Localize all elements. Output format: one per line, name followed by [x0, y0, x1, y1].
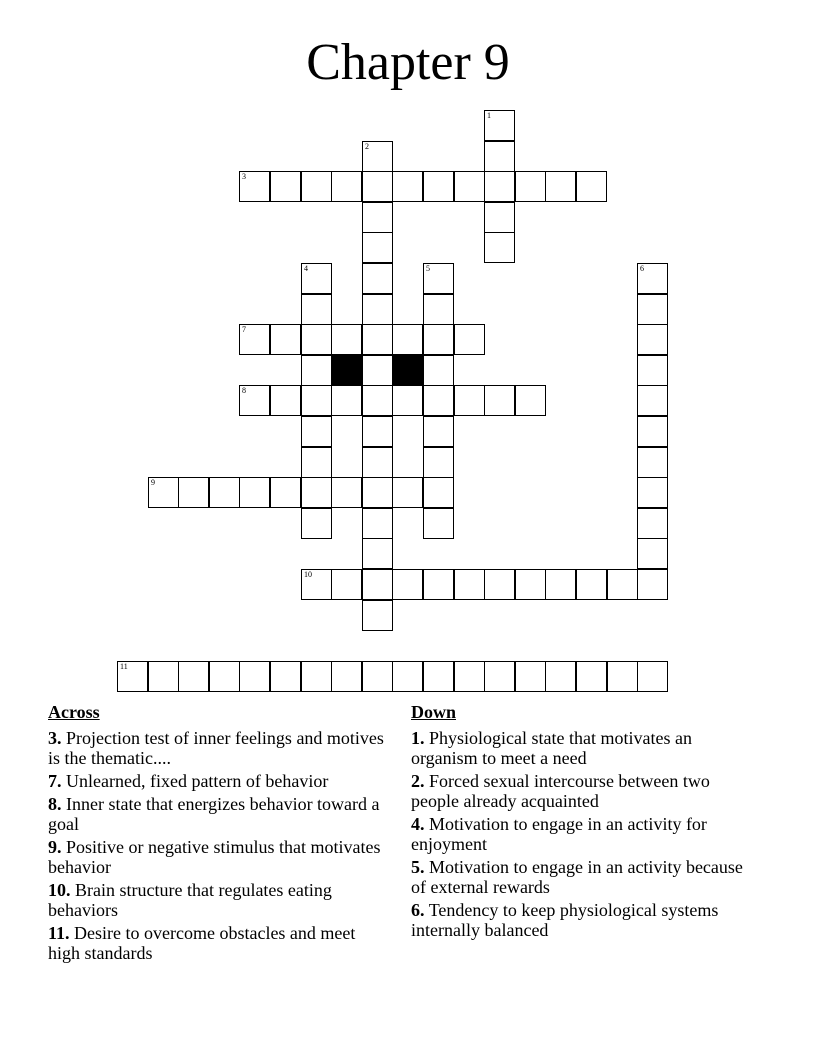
clue-number-label: 5: [426, 264, 430, 273]
clue-number: 11.: [48, 923, 70, 943]
crossword-cell[interactable]: [545, 171, 576, 202]
crossword-cell[interactable]: [392, 171, 423, 202]
clue-number: 9.: [48, 837, 62, 857]
crossword-cell[interactable]: [423, 447, 454, 478]
clue-number: 3.: [48, 728, 62, 748]
crossword-cell[interactable]: [301, 661, 332, 692]
clue-number: 1.: [411, 728, 425, 748]
clue-number-label: 9: [151, 478, 155, 487]
crossword-cell[interactable]: [423, 294, 454, 325]
crossword-cell[interactable]: [392, 569, 423, 600]
crossword-cell[interactable]: [301, 263, 332, 294]
clue-number-label: 10: [304, 570, 312, 579]
crossword-cell[interactable]: [454, 171, 485, 202]
crossword-cell[interactable]: [576, 569, 607, 600]
crossword-cell[interactable]: [637, 538, 668, 569]
crossword-cell[interactable]: [515, 385, 546, 416]
clue-down-6: [411, 900, 756, 940]
clue-down-4: [411, 814, 756, 854]
crossword-cell[interactable]: [637, 477, 668, 508]
crossword-cell[interactable]: [239, 324, 270, 355]
clue-text: Motivation to engage in an activity for enjoyment: [411, 814, 707, 854]
clue-text: Physiological state that motivates an organism to meet a need: [411, 728, 692, 768]
crossword-cell[interactable]: [117, 661, 148, 692]
crossword-cell[interactable]: [392, 477, 423, 508]
crossword-cell[interactable]: [423, 416, 454, 447]
clue-number: 8.: [48, 794, 62, 814]
crossword-cell[interactable]: [423, 477, 454, 508]
clue-down-5: [411, 857, 756, 897]
crossword-cell[interactable]: [331, 661, 362, 692]
crossword-cell[interactable]: [515, 569, 546, 600]
crossword-cell[interactable]: [331, 385, 362, 416]
crossword-cell[interactable]: [423, 324, 454, 355]
black-square: [392, 355, 423, 386]
crossword-cell[interactable]: [484, 232, 515, 263]
clue-across-10: [48, 880, 388, 920]
clue-number: 7.: [48, 771, 62, 791]
crossword-cell[interactable]: [545, 661, 576, 692]
crossword-cell[interactable]: [423, 385, 454, 416]
crossword-cell[interactable]: [484, 171, 515, 202]
crossword-cell[interactable]: [270, 661, 301, 692]
crossword-cell[interactable]: [301, 447, 332, 478]
crossword-cell[interactable]: [301, 294, 332, 325]
crossword-cell[interactable]: [362, 355, 393, 386]
clue-number-label: 4: [304, 264, 308, 273]
crossword-cell[interactable]: [637, 294, 668, 325]
crossword-cell[interactable]: [484, 202, 515, 233]
crossword-cell[interactable]: [362, 477, 393, 508]
crossword-cell[interactable]: [607, 661, 638, 692]
crossword-cell[interactable]: [301, 385, 332, 416]
clue-number: 10.: [48, 880, 71, 900]
clue-number-label: 2: [365, 142, 369, 151]
clue-number-label: 1: [487, 111, 491, 120]
clue-number: 2.: [411, 771, 425, 791]
crossword-cell[interactable]: [454, 324, 485, 355]
crossword-cell[interactable]: [362, 324, 393, 355]
crossword-cell[interactable]: [423, 355, 454, 386]
crossword-cell[interactable]: [209, 477, 240, 508]
clue-text: Inner state that energizes behavior toward a goal: [48, 794, 380, 834]
page-title: Chapter 9: [306, 34, 510, 91]
crossword-cell[interactable]: [515, 171, 546, 202]
crossword-cell[interactable]: [331, 171, 362, 202]
clue-number: 6.: [411, 900, 425, 920]
down-clues: [411, 702, 756, 943]
crossword-cell[interactable]: [178, 661, 209, 692]
crossword-cell[interactable]: [454, 569, 485, 600]
clue-number: 5.: [411, 857, 425, 877]
crossword-cell[interactable]: [270, 477, 301, 508]
clue-number-label: 8: [242, 386, 246, 395]
clue-text: Motivation to engage in an activity because of external rewards: [411, 857, 743, 897]
crossword-cell[interactable]: [331, 477, 362, 508]
crossword-cell[interactable]: [270, 324, 301, 355]
crossword-cell[interactable]: [423, 661, 454, 692]
crossword-cell[interactable]: [545, 569, 576, 600]
clue-number: 4.: [411, 814, 425, 834]
crossword-cell[interactable]: [637, 263, 668, 294]
crossword-cell[interactable]: [209, 661, 240, 692]
crossword-cell[interactable]: [362, 569, 393, 600]
crossword-cell[interactable]: [484, 569, 515, 600]
crossword-cell[interactable]: [484, 110, 515, 141]
crossword-cell[interactable]: [637, 355, 668, 386]
crossword-cell[interactable]: [362, 202, 393, 233]
crossword-cell[interactable]: [362, 141, 393, 172]
crossword-cell[interactable]: [392, 661, 423, 692]
crossword-cell[interactable]: [362, 416, 393, 447]
clue-down-1: [411, 728, 756, 768]
crossword-cell[interactable]: [362, 600, 393, 631]
crossword-cell[interactable]: [239, 477, 270, 508]
crossword-cell[interactable]: [362, 294, 393, 325]
clue-text: Unlearned, fixed pattern of behavior: [66, 771, 329, 791]
crossword-cell[interactable]: [362, 447, 393, 478]
crossword-cell[interactable]: [423, 569, 454, 600]
crossword-cell[interactable]: [362, 538, 393, 569]
clue-across-3: [48, 728, 388, 768]
crossword-cell[interactable]: [362, 263, 393, 294]
clue-text: Tendency to keep physiological systems internally balanced: [411, 900, 719, 940]
crossword-cell[interactable]: [148, 477, 179, 508]
crossword-cell[interactable]: [392, 385, 423, 416]
clue-text: Desire to overcome obstacles and meet high standards: [48, 923, 356, 963]
clue-text: Brain structure that regulates eating behaviors: [48, 880, 332, 920]
crossword-cell[interactable]: [331, 569, 362, 600]
crossword-cell[interactable]: [362, 661, 393, 692]
crossword-cell[interactable]: [423, 263, 454, 294]
crossword-cell[interactable]: [301, 477, 332, 508]
across-heading: Across: [48, 702, 100, 722]
across-clues: [48, 702, 388, 966]
crossword-cell[interactable]: [178, 477, 209, 508]
down-heading: Down: [411, 702, 457, 722]
crossword-cell[interactable]: [484, 141, 515, 172]
crossword-cell[interactable]: [270, 385, 301, 416]
crossword-cell[interactable]: [301, 416, 332, 447]
crossword-cell[interactable]: [148, 661, 179, 692]
crossword-cell[interactable]: [607, 569, 638, 600]
crossword-cell[interactable]: [637, 385, 668, 416]
clue-across-9: [48, 837, 388, 877]
crossword-cell[interactable]: [637, 569, 668, 600]
crossword-cell[interactable]: [362, 508, 393, 539]
crossword-cell[interactable]: [331, 324, 362, 355]
crossword-cell[interactable]: [637, 661, 668, 692]
crossword-cell[interactable]: [637, 508, 668, 539]
crossword-cell[interactable]: [239, 661, 270, 692]
clue-text: Forced sexual intercourse between two people already acquainted: [411, 771, 710, 811]
black-square: [331, 355, 362, 386]
crossword-cell[interactable]: [637, 416, 668, 447]
crossword-cell[interactable]: [423, 508, 454, 539]
crossword-cell[interactable]: [301, 355, 332, 386]
crossword-cell[interactable]: [484, 661, 515, 692]
crossword-cell[interactable]: [484, 385, 515, 416]
crossword-cell[interactable]: [301, 569, 332, 600]
crossword-cell[interactable]: [454, 385, 485, 416]
clue-across-7: [48, 771, 388, 791]
clue-number-label: 7: [242, 325, 246, 334]
crossword-cell[interactable]: [301, 508, 332, 539]
crossword-cell[interactable]: [362, 385, 393, 416]
crossword-cell[interactable]: [576, 171, 607, 202]
crossword-cell[interactable]: [637, 447, 668, 478]
crossword-cell[interactable]: [301, 324, 332, 355]
crossword-cell[interactable]: [454, 661, 485, 692]
crossword-cell[interactable]: [239, 385, 270, 416]
crossword-cell[interactable]: [239, 171, 270, 202]
crossword-cell[interactable]: [301, 171, 332, 202]
clue-down-2: [411, 771, 756, 811]
crossword-cell[interactable]: [637, 324, 668, 355]
crossword-cell[interactable]: [576, 661, 607, 692]
crossword-cell[interactable]: [392, 324, 423, 355]
clue-text: Projection test of inner feelings and motives is the thematic....: [48, 728, 384, 768]
clue-number-label: 6: [640, 264, 644, 273]
clue-number-label: 11: [120, 662, 128, 671]
clue-across-11: [48, 923, 388, 963]
crossword-cell[interactable]: [362, 171, 393, 202]
clue-text: Positive or negative stimulus that motivates behavior: [48, 837, 381, 877]
crossword-cell[interactable]: [515, 661, 546, 692]
crossword-cell[interactable]: [270, 171, 301, 202]
clue-number-label: 3: [242, 172, 246, 181]
clue-across-8: [48, 794, 388, 834]
crossword-cell[interactable]: [423, 171, 454, 202]
crossword-cell[interactable]: [362, 232, 393, 263]
